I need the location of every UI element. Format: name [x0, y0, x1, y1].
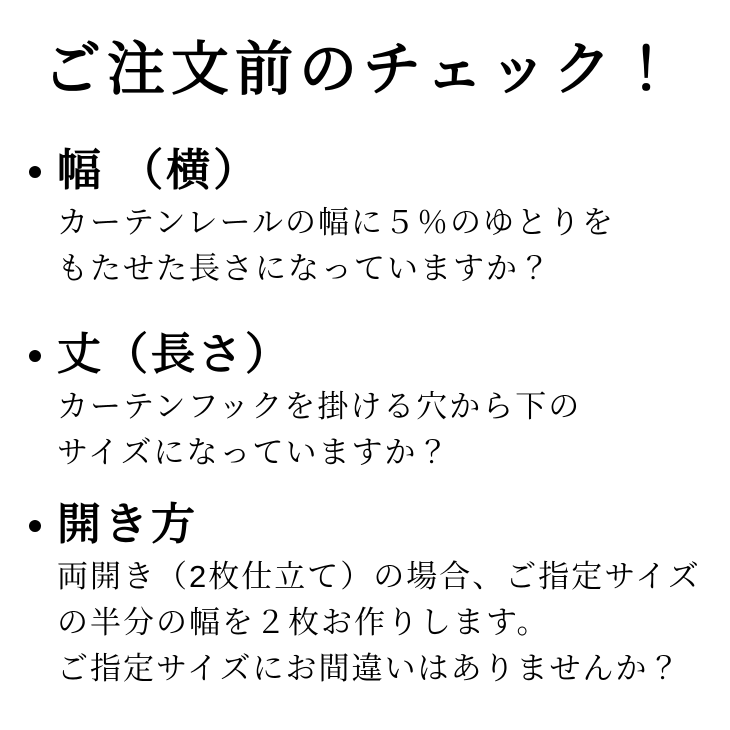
item-length-text-line: カーテンフックを掛ける穴から下の — [57, 389, 582, 424]
page-title: ご注文前のチェック！ — [43, 37, 682, 102]
item-opening-style-text-line: 両開き（2枚仕立て）の場合、ご指定サイズ — [57, 559, 701, 594]
item-length-text-line: サイズになっていますか？ — [57, 435, 451, 470]
checklist-item-length — [57, 326, 581, 476]
item-width-text-line: カーテンレールの幅に５％のゆとりを — [57, 205, 616, 240]
checklist-item-width — [57, 142, 615, 292]
item-length-heading: 丈（長さ） — [57, 330, 292, 379]
bullet-icon — [29, 520, 41, 532]
checklist-item-opening-style — [57, 496, 701, 692]
item-opening-style-text-line: の半分の幅を２枚お作りします。 — [57, 605, 550, 640]
item-width-heading: 幅 （横） — [57, 146, 261, 195]
item-opening-style-heading: 開き方 — [57, 500, 198, 549]
item-opening-style-text-line: ご指定サイズにお間違いはありませんか？ — [57, 651, 682, 686]
bullet-icon — [29, 166, 41, 178]
bullet-icon — [29, 350, 41, 362]
item-width-text-line: もたせた長さになっていますか？ — [57, 251, 552, 286]
